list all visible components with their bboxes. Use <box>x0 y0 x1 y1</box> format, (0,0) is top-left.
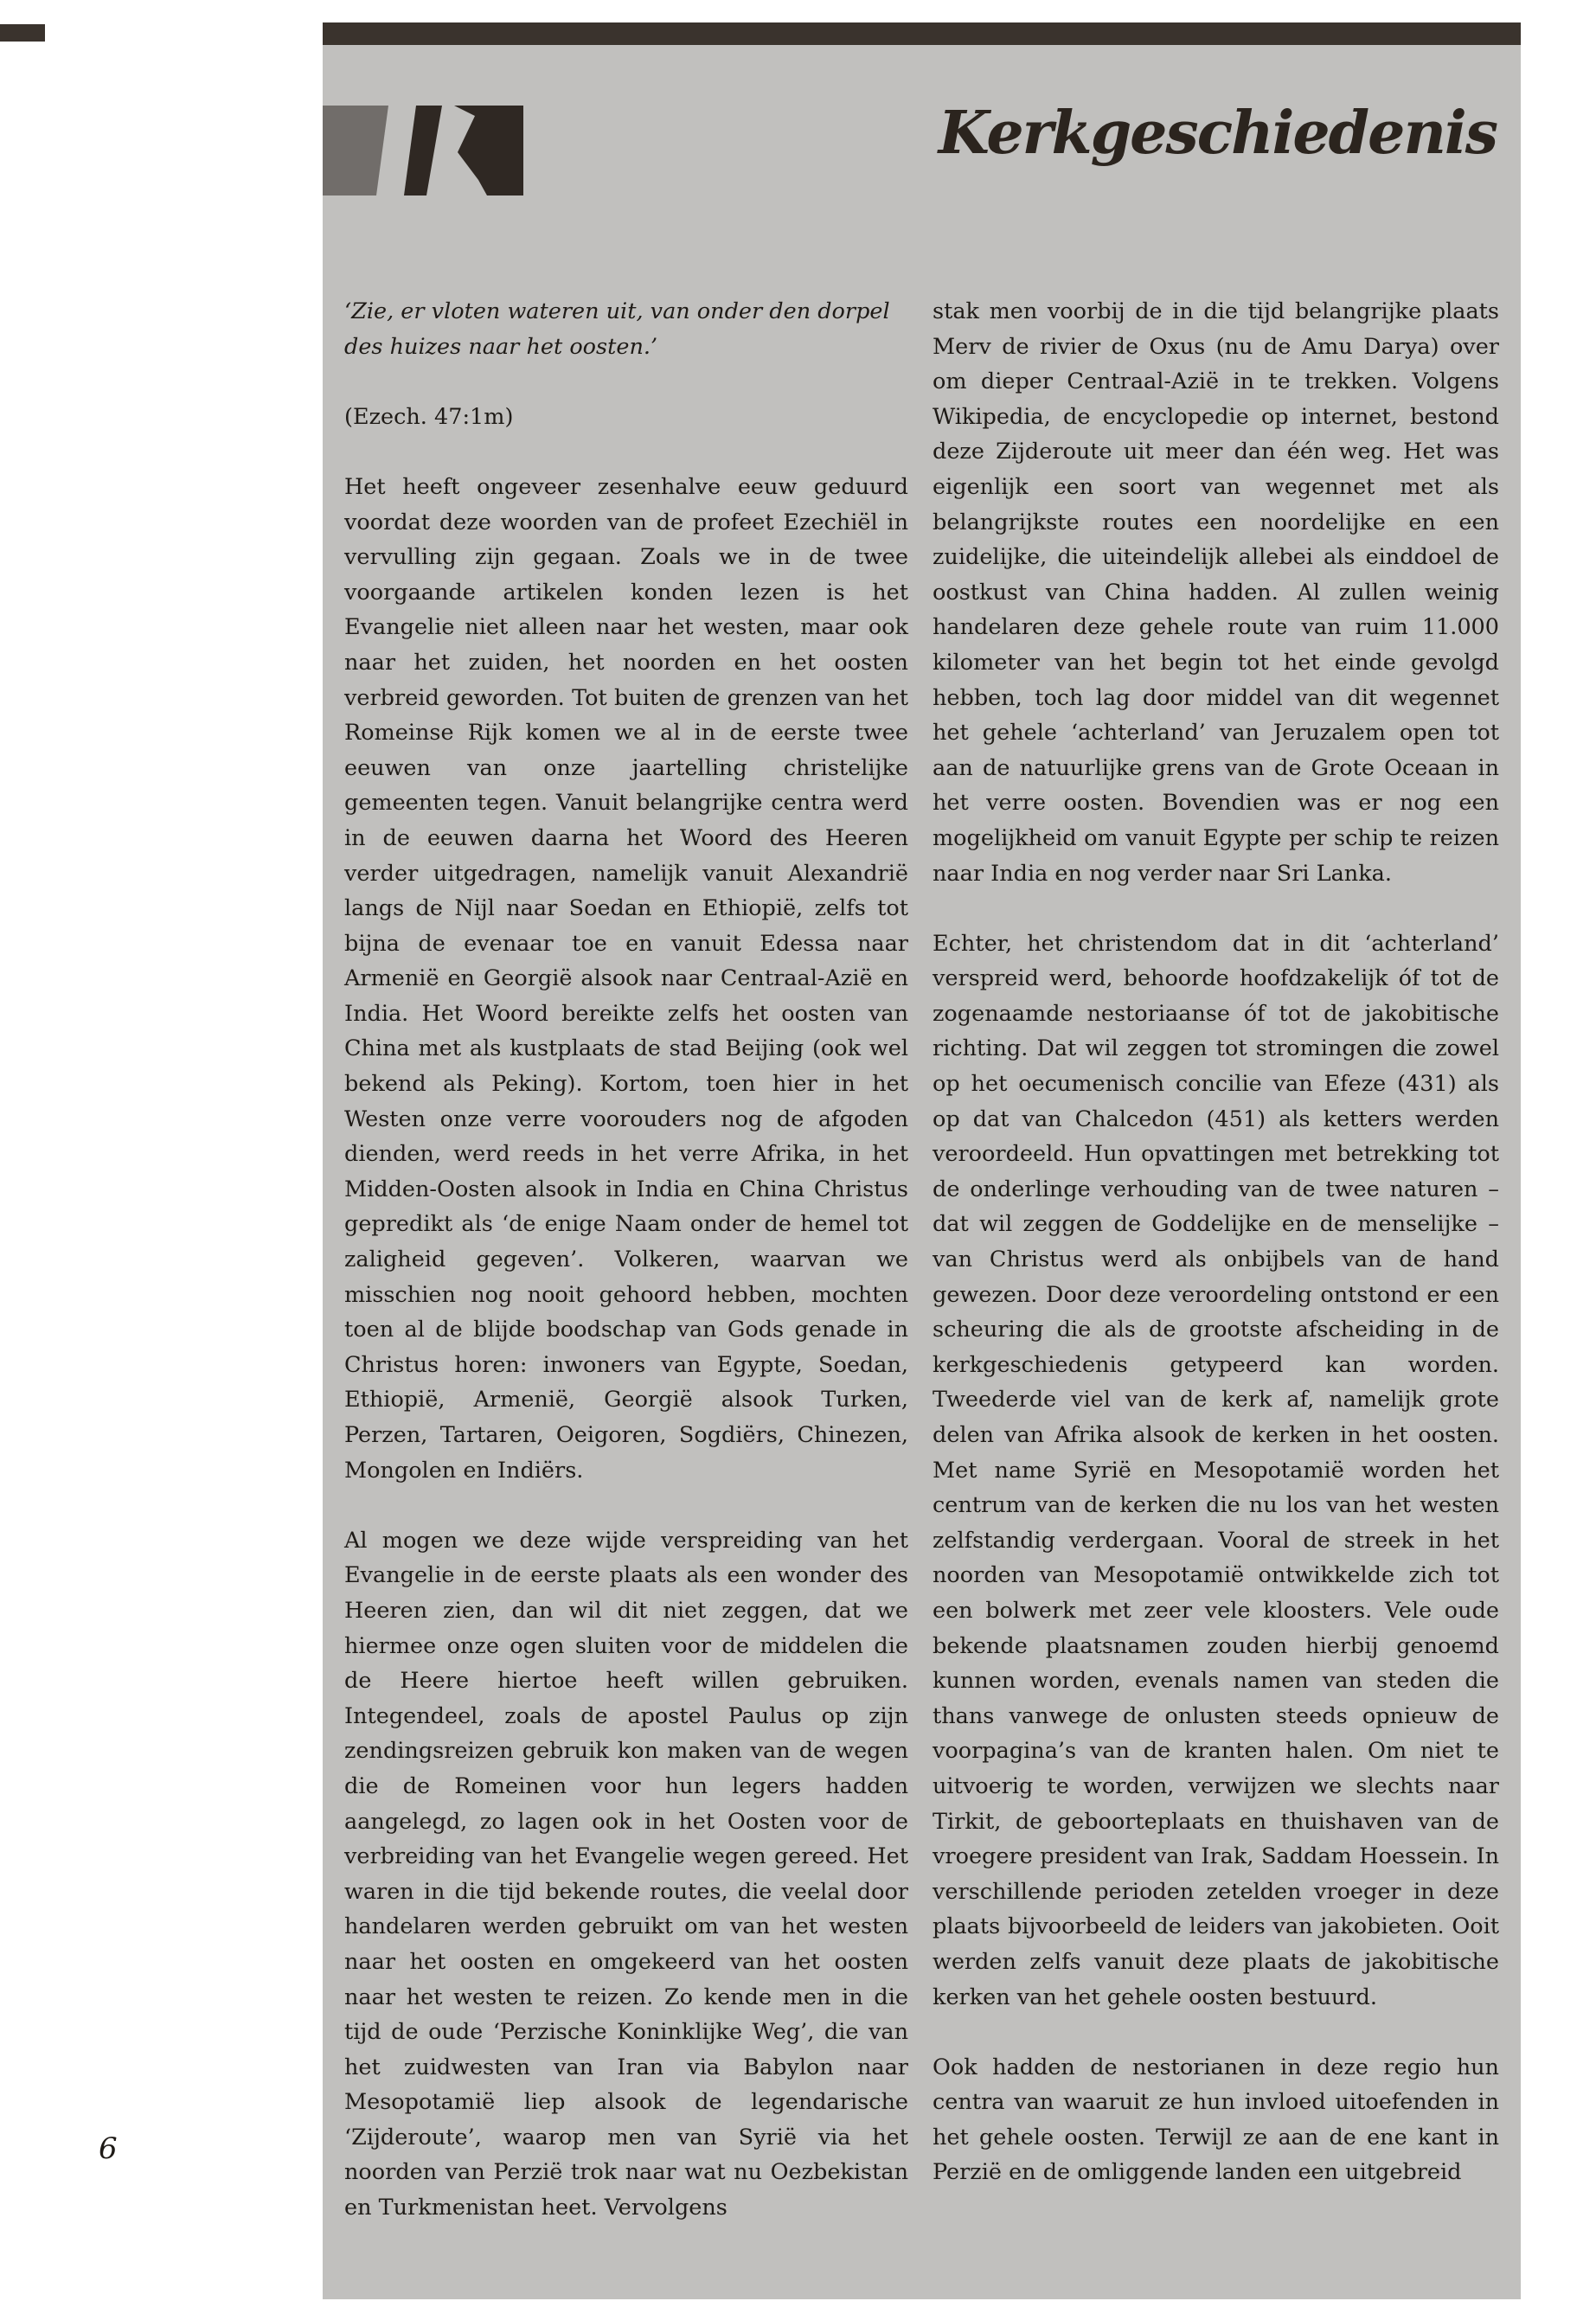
bible-quote: ‘Zie, er vloten wateren uit, van onder den dorpel des huizes naar het oosten.’ <box>344 298 890 360</box>
section-logo-icon <box>323 106 523 202</box>
page-title: Kerkgeschiedenis <box>938 99 1497 168</box>
top-bar <box>323 22 1521 45</box>
paragraph: stak men voorbij de in die tijd belangrijke plaats Merv de rivier de Oxus (nu de Amu Darya) over om dieper Centraal-Azië in te trekken. Volgens Wikipedia, de encyclopedie op internet, bestond deze Zijderoute uit meer dan één weg. Het was eigenlijk een soort van wegennet met als belangrijkste routes een noordelijke en een zuidelijke, die uiteindelijk allebei als einddoel de oostkust van China hadden. Al zullen weinig handelaren deze gehele route van ruim 11.000 kilometer van het begin tot het einde gevolgd hebben, toch lag door middel van dit wegennet het gehele ‘achterland’ van Jeruzalem open tot aan de natuurlijke grens van de Grote Oceaan in het verre oosten. Bovendien was er nog een mogelijkheid om vanuit Egypte per schip te reizen naar India en nog verder naar Sri Lanka. <box>933 298 1499 887</box>
article-column-right <box>933 294 1499 2190</box>
paragraph: Ook hadden de nestorianen in deze regio hun centra van waaruit ze hun invloed uitoefenden in het gehele oosten. Terwijl ze aan de ene kant in Perzië en de omliggende landen een uitgebreid <box>933 2054 1499 2186</box>
paragraph: Het heeft ongeveer zesenhalve eeuw geduurd voordat deze woorden van de profeet Ezechiël in vervulling zijn gegaan. Zoals we in de twee voorgaande artikelen konden lezen is het Evangelie niet alleen naar het westen, maar ook naar het zuiden, het noorden en het oosten verbreid geworden. Tot buiten de grenzen van het Romeinse Rijk komen we al in de eerste twee eeuwen van onze jaartelling christelijke gemeenten tegen. Vanuit belangrijke centra werd in de eeuwen daarna het Woord des Heeren verder uitgedragen, namelijk vanuit Alexandrië langs de Nijl naar Soedan en Ethiopië, zelfs tot bijna de evenaar toe en vanuit Edessa naar Armenië en Georgië alsook naar Centraal-Azië en India. Het Woord bereikte zelfs het oosten van China met als kustplaats de stad Beijing (ook wel bekend als Peking). Kortom, toen hier in het Westen onze verre voorouders nog de afgoden dienden, werd reeds in het verre Afrika, in het Midden-Oosten alsook in India en China Christus gepredikt als ‘de enige Naam onder de hemel tot zaligheid gegeven’. Volkeren, waarvan we misschien nog nooit gehoord hebben, mochten toen al de blijde boodschap van Gods genade in Christus horen: inwoners van Egypte, Soedan, Ethiopië, Armenië, Georgië alsook Turken, Perzen, Tartaren, Oeigoren, Sogdiërs, Chinezen, Mongolen en Indiërs. <box>344 473 908 1484</box>
bible-reference: (Ezech. 47:1m) <box>344 403 514 430</box>
article-column-left <box>344 294 908 2226</box>
logo-light-block <box>323 106 388 195</box>
logo-k-stem <box>404 106 442 195</box>
page-number: 6 <box>99 2131 118 2166</box>
corner-tab <box>0 24 45 42</box>
logo-k-arms <box>454 106 523 195</box>
paragraph: Echter, het christendom dat in dit ‘achterland’ verspreid werd, behoorde hoofdzakelijk óf tot de zogenaamde nestoriaanse óf tot de jakobitische richting. Dat wil zeggen tot stromingen die zowel op het oecumenisch concilie van Efeze (431) als op dat van Chalcedon (451) als ketters werden veroordeeld. Hun opvattingen met betrekking tot de onderlinge verhouding van de twee naturen – dat wil zeggen de Goddelijke en de menselijke – van Christus werd als onbijbels van de hand gewezen. Door deze veroordeling ontstond er een scheuring die als de grootste afscheiding in de kerkgeschiedenis getypeerd kan worden. Tweederde viel van de kerk af, namelijk grote delen van Afrika alsook de kerken in het oosten. Met name Syrië en Mesopotamië worden het centrum van de kerken die nu los van het westen zelfstandig verdergaan. Vooral de streek in het noorden van Mesopotamië ontwikkelde zich tot een bolwerk met zeer vele kloosters. Vele oude bekende plaatsnamen zouden hierbij genoemd kunnen worden, evenals namen van steden die thans vanwege de onlusten steeds opnieuw de voorpagina’s van de kranten halen. Om niet te uitvoerig te worden, verwijzen we slechts naar Tirkit, de geboorteplaats en thuishaven van de vroegere president van Irak, Saddam Hoessein. In verschillende perioden zetelden vroeger in deze plaats bijvoorbeeld de leiders van jakobieten. Ooit werden zelfs vanuit deze plaats de jakobitische kerken van het gehele oosten bestuurd. <box>933 930 1499 2010</box>
paragraph: Al mogen we deze wijde verspreiding van het Evangelie in de eerste plaats als een wonder des Heeren zien, dan wil dit niet zeggen, dat we hiermee onze ogen sluiten voor de middelen die de Heere hiertoe heeft willen gebruiken. Integendeel, zoals de apostel Paulus op zijn zendingsreizen gebruik kon maken van de wegen die de Romeinen voor hun legers hadden aangelegd, zo lagen ook in het Oosten voor de verbreiding van het Evangelie wegen gereed. Het waren in die tijd bekende routes, die veelal door handelaren werden gebruikt om van het westen naar het oosten en omgekeerd van het oosten naar het westen te reizen. Zo kende men in die tijd de oude ‘Perzische Koninklijke Weg’, die van het zuidwesten van Iran via Babylon naar Mesopotamië liep alsook de legendarische ‘Zijderoute’, waarop men van Syrië via het noorden van Perzië trok naar wat nu Oezbekistan en Turkmenistan heet. Vervolgens <box>344 1527 908 2221</box>
